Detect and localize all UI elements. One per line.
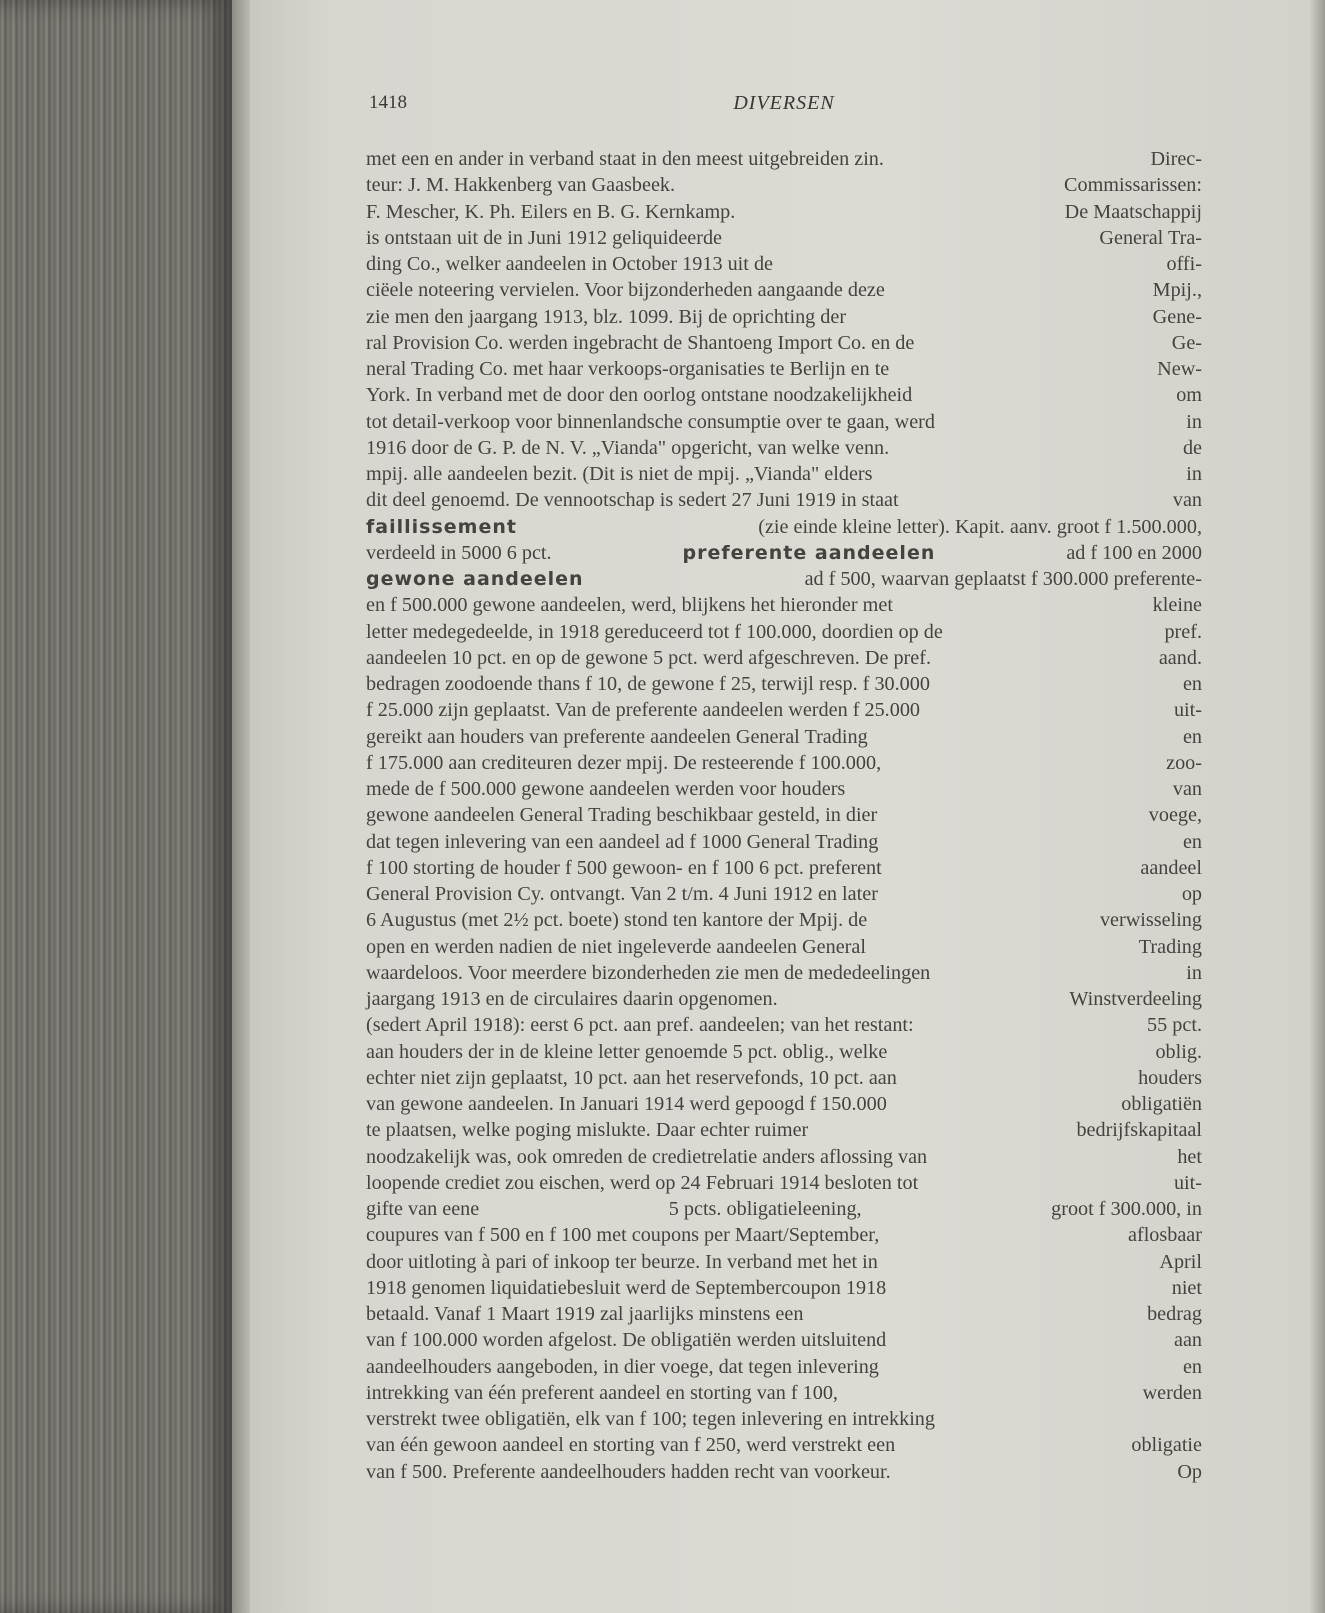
- text-segment: neral Trading Co. met haar verkoops-organisaties te Berlijn en te: [366, 358, 890, 380]
- text-segment: April: [1159, 1250, 1202, 1273]
- text-line: [366, 986, 1202, 1012]
- text-segment: ding Co., welker aandeelen in October 1913 uit de: [366, 253, 773, 275]
- text-segment: te plaatsen, welke poging mislukte. Daar echter ruimer: [366, 1119, 809, 1142]
- text-segment: verstrekt twee obligatiën, elk van f 100; tegen inlevering en intrekking: [366, 1408, 935, 1430]
- text-segment: gewone aandeelen: [366, 568, 584, 590]
- text-segment: noodzakelijk was, ook omreden de credietrelatie anders aflossing van: [366, 1145, 928, 1168]
- text-line: [366, 566, 1202, 592]
- text-segment: groot f 300.000, in: [1051, 1198, 1202, 1220]
- text-segment: echter niet zijn geplaatst, 10 pct. aan het reservefonds, 10 pct. aan: [366, 1066, 897, 1089]
- text-line: [366, 409, 1202, 435]
- text-segment: Winstverdeeling: [1069, 988, 1202, 1010]
- text-line: [366, 1117, 1202, 1143]
- text-segment: kleine: [1152, 594, 1202, 617]
- text-segment: de: [1182, 436, 1202, 459]
- text-line: [366, 277, 1202, 303]
- text-segment: verwisseling: [1099, 909, 1202, 932]
- text-segment: Commissarissen:: [1064, 174, 1202, 197]
- text-segment: obligatie: [1131, 1434, 1202, 1457]
- text-segment: 55 pct.: [1147, 1014, 1202, 1037]
- text-segment: gifte van eene: [366, 1198, 480, 1220]
- text-segment: dat tegen inlevering van een aandeel ad f 1000 General Trading: [366, 830, 879, 853]
- text-segment: ad f 100 en 2000: [1066, 541, 1202, 564]
- text-line: [366, 855, 1202, 881]
- text-segment: aflosbaar: [1128, 1224, 1202, 1247]
- text-line: [366, 881, 1202, 907]
- text-segment: voege,: [1148, 804, 1202, 827]
- text-segment: en: [1182, 1355, 1202, 1378]
- text-line: [366, 1301, 1202, 1327]
- text-segment: met een en ander in verband staat in den meest uitgebreiden zin.: [366, 148, 884, 170]
- text-line: [366, 514, 1202, 540]
- text-line: [366, 592, 1202, 618]
- text-segment: aan houders der in de kleine letter genoemde 5 pct. oblig., welke: [366, 1040, 888, 1063]
- text-segment: General Tra-: [1099, 226, 1202, 249]
- text-segment: op: [1181, 883, 1202, 905]
- text-line: [366, 172, 1202, 198]
- text-segment: waardeloos. Voor meerdere bizonderheden zie men de mededeelingen: [366, 961, 931, 984]
- text-segment: open en werden nadien de niet ingeleverde aandeelen General: [366, 935, 866, 958]
- text-line: [366, 461, 1202, 487]
- text-segment: loopende crediet zou eischen, werd op 24 Februari 1914 besloten tot: [366, 1171, 919, 1194]
- text-line: [366, 1327, 1202, 1353]
- text-line: [366, 907, 1202, 933]
- text-line: [366, 1459, 1202, 1485]
- text-segment: (zie einde kleine letter). Kapit. aanv. groot f 1.500.000,: [758, 515, 1202, 538]
- text-line: [366, 1249, 1202, 1275]
- text-segment: werden: [1142, 1381, 1202, 1404]
- text-line: [366, 645, 1202, 671]
- text-line: [366, 382, 1202, 408]
- text-line: [366, 1012, 1202, 1038]
- text-segment: coupures van f 500 en f 100 met coupons per Maart/September,: [366, 1224, 880, 1247]
- text-segment: oblig.: [1155, 1040, 1202, 1063]
- text-segment: aan: [1173, 1329, 1202, 1352]
- text-segment: van: [1172, 778, 1202, 800]
- text-line: [366, 724, 1202, 750]
- page-header: [369, 92, 1199, 128]
- text-line: [366, 1039, 1202, 1065]
- text-line: [366, 146, 1202, 172]
- text-line: [366, 435, 1202, 461]
- text-segment: aandeelen 10 pct. en op de gewone 5 pct. werd afgeschreven. De pref.: [366, 646, 931, 669]
- text-segment: letter medegedeelde, in 1918 gereduceerd tot f 100.000, doordien op de: [366, 620, 943, 643]
- text-segment: offi-: [1166, 253, 1202, 275]
- text-segment: in: [1186, 410, 1202, 433]
- text-segment: betaald. Vanaf 1 Maart 1919 zal jaarlijks minstens een: [366, 1303, 804, 1325]
- text-segment: in: [1186, 463, 1202, 485]
- book-page-edges: [0, 0, 232, 1613]
- text-segment: 1916 door de G. P. de N. V. „Vianda" opgericht, van welke venn.: [366, 436, 890, 459]
- text-segment: teur: J. M. Hakkenberg van Gaasbeek.: [366, 174, 676, 197]
- text-line: [366, 251, 1202, 277]
- text-segment: Mpij.,: [1152, 279, 1202, 302]
- text-segment: en: [1182, 725, 1202, 748]
- text-line: [366, 199, 1202, 225]
- body-text: [366, 146, 1202, 1485]
- text-segment: f 25.000 zijn geplaatst. Van de preferente aandeelen werden f 25.000: [366, 699, 921, 722]
- text-segment: 6 Augustus (met 2½ pct. boete) stond ten kantore der Mpij. de: [366, 909, 868, 932]
- text-segment: uit-: [1173, 699, 1202, 722]
- page-number: 1418: [369, 92, 407, 113]
- text-segment: bedragen zoodoende thans f 10, de gewone f 25, terwijl resp. f 30.000: [366, 673, 930, 695]
- text-segment: F. Mescher, K. Ph. Eilers en B. G. Kernkamp.: [366, 200, 736, 223]
- text-segment: zoo-: [1166, 751, 1202, 774]
- text-segment: intrekking van één preferent aandeel en storting van f 100,: [366, 1381, 838, 1404]
- text-segment: Op: [1177, 1460, 1202, 1483]
- text-line: [366, 1222, 1202, 1248]
- text-line: [366, 1170, 1202, 1196]
- text-segment: Trading: [1138, 935, 1202, 958]
- text-segment: en f 500.000 gewone aandeelen, werd, blijkens het hieronder met: [366, 594, 893, 617]
- text-segment: 5 pcts. obligatieleening,: [668, 1198, 862, 1220]
- text-line: [366, 1091, 1202, 1117]
- text-line: [366, 1196, 1202, 1222]
- text-segment: en: [1182, 830, 1202, 853]
- text-segment: General Provision Cy. ontvangt. Van 2 t/m. 4 Juni 1912 en later: [366, 883, 878, 905]
- text-line: [366, 1354, 1202, 1380]
- text-segment: het: [1177, 1145, 1202, 1168]
- text-segment: (sedert April 1918): eerst 6 pct. aan pref. aandeelen; van het restant:: [366, 1014, 914, 1037]
- text-segment: bedrijfskapitaal: [1076, 1119, 1202, 1142]
- text-segment: De Maatschappij: [1064, 200, 1202, 223]
- text-segment: aandeel: [1140, 856, 1202, 879]
- text-segment: houders: [1138, 1066, 1202, 1089]
- text-line: [366, 225, 1202, 251]
- text-segment: ral Provision Co. werden ingebracht de Shantoeng Import Co. en de: [366, 331, 915, 354]
- text-segment: obligatiën: [1121, 1093, 1202, 1115]
- text-segment: aand.: [1158, 646, 1202, 669]
- text-segment: Gene-: [1152, 305, 1202, 328]
- text-segment: van: [1172, 489, 1202, 512]
- text-segment: Direc-: [1150, 148, 1202, 170]
- text-line: [366, 540, 1202, 566]
- text-segment: door uitloting à pari of inkoop ter beurze. In verband met het in: [366, 1250, 878, 1273]
- text-segment: en: [1182, 673, 1202, 695]
- text-line: [366, 802, 1202, 828]
- text-segment: New-: [1157, 358, 1202, 380]
- running-title: DIVERSEN: [733, 92, 835, 114]
- text-line: [366, 1432, 1202, 1458]
- text-segment: zie men den jaargang 1913, blz. 1099. Bij de oprichting der: [366, 305, 847, 328]
- text-line: [366, 934, 1202, 960]
- text-segment: f 100 storting de houder f 500 gewoon- en f 100 6 pct. preferent: [366, 856, 882, 879]
- text-segment: dit deel genoemd. De vennootschap is sedert 27 Juni 1919 in staat: [366, 489, 899, 512]
- text-line: [366, 304, 1202, 330]
- text-segment: ad f 500, waarvan geplaatst f 300.000 preferente-: [804, 568, 1202, 590]
- page-right-edge: [1310, 0, 1325, 1613]
- text-line: [366, 487, 1202, 513]
- text-segment: York. In verband met de door den oorlog ontstane noodzakelijkheid: [366, 384, 913, 407]
- text-segment: uit-: [1173, 1171, 1202, 1194]
- text-segment: pref.: [1164, 620, 1202, 643]
- text-line: [366, 1406, 1202, 1432]
- text-segment: Ge-: [1171, 331, 1202, 354]
- text-line: [366, 619, 1202, 645]
- text-segment: aandeelhouders aangeboden, in dier voege, dat tegen inlevering: [366, 1355, 879, 1378]
- text-line: [366, 356, 1202, 382]
- text-segment: f 175.000 aan crediteuren dezer mpij. De resteerende f 100.000,: [366, 751, 882, 774]
- text-segment: 1918 genomen liquidatiebesluit werd de Septembercoupon 1918: [366, 1276, 887, 1299]
- text-line: [366, 1275, 1202, 1301]
- text-line: [366, 671, 1202, 697]
- text-line: [366, 750, 1202, 776]
- text-line: [366, 776, 1202, 802]
- text-segment: mpij. alle aandeelen bezit. (Dit is niet de mpij. „Vianda" elders: [366, 463, 873, 485]
- text-line: [366, 1065, 1202, 1091]
- text-segment: in: [1186, 961, 1202, 984]
- text-segment: van gewone aandeelen. In Januari 1914 werd gepoogd f 150.000: [366, 1093, 887, 1115]
- text-segment: van f 500. Preferente aandeelhouders hadden recht van voorkeur.: [366, 1460, 891, 1483]
- text-segment: van f 100.000 worden afgelost. De obligatiën werden uitsluitend: [366, 1329, 887, 1352]
- book-gutter: [232, 0, 250, 1613]
- text-segment: is ontstaan uit de in Juni 1912 geliquideerde: [366, 226, 723, 249]
- text-segment: faillissement: [366, 515, 517, 538]
- text-line: [366, 829, 1202, 855]
- text-segment: gewone aandeelen General Trading beschikbaar gesteld, in dier: [366, 804, 878, 827]
- text-segment: om: [1176, 384, 1202, 407]
- text-segment: preferente aandeelen: [682, 541, 936, 564]
- text-segment: gereikt aan houders van preferente aandeelen General Trading: [366, 725, 868, 748]
- text-line: [366, 1144, 1202, 1170]
- text-segment: verdeeld in 5000 6 pct.: [366, 541, 552, 564]
- text-segment: bedrag: [1147, 1303, 1202, 1325]
- text-segment: jaargang 1913 en de circulaires daarin opgenomen.: [366, 988, 778, 1010]
- text-line: [366, 330, 1202, 356]
- text-line: [366, 1380, 1202, 1406]
- text-segment: ciëele noteering vervielen. Voor bijzonderheden aangaande deze: [366, 279, 885, 302]
- text-segment: niet: [1171, 1276, 1202, 1299]
- text-segment: mede de f 500.000 gewone aandeelen werden voor houders: [366, 778, 846, 800]
- text-segment: van één gewoon aandeel en storting van f 250, werd verstrekt een: [366, 1434, 896, 1457]
- text-segment: tot detail-verkoop voor binnenlandsche consumptie over te gaan, werd: [366, 410, 935, 433]
- text-line: [366, 697, 1202, 723]
- text-line: [366, 960, 1202, 986]
